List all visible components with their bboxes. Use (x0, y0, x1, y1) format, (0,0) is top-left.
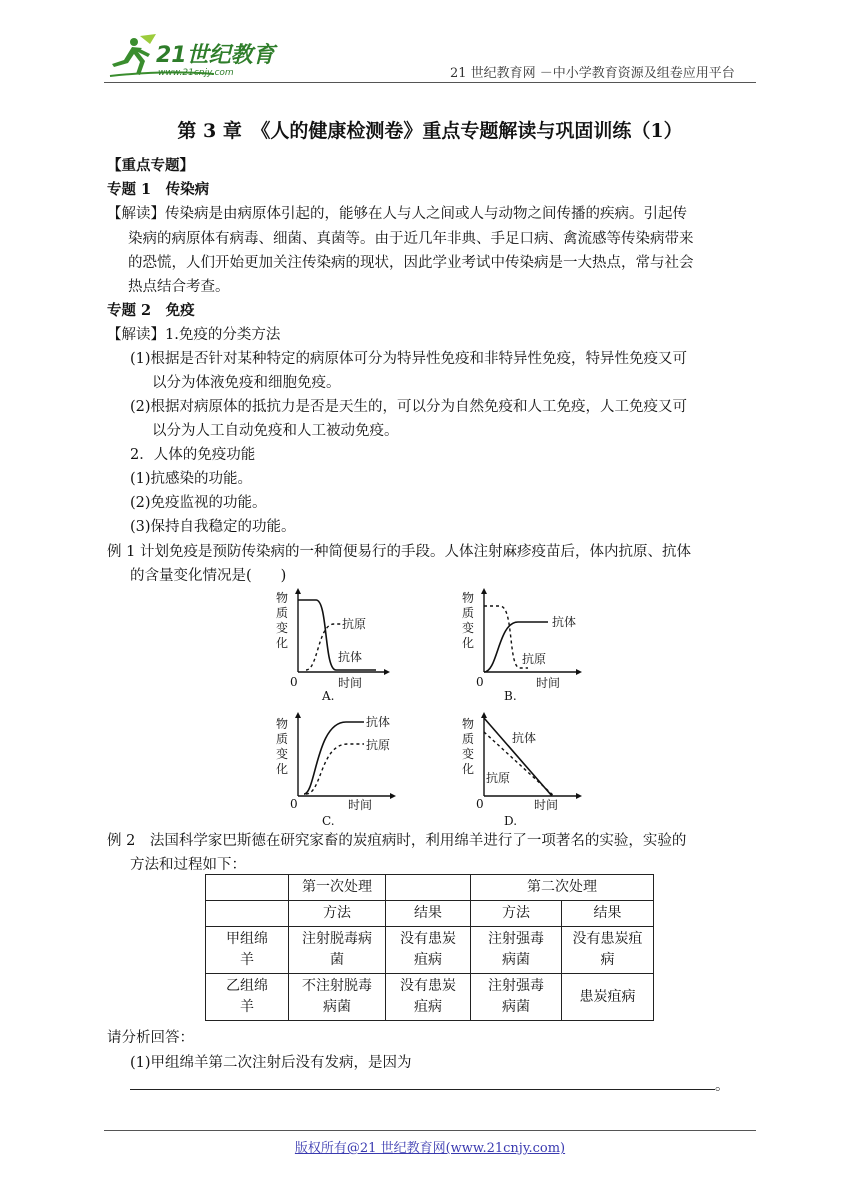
topic2-line: (3)保持自我稳定的功能。 (130, 519, 296, 535)
graph-c (276, 708, 406, 830)
graph-d (462, 708, 592, 830)
svg-text:A.: A. (322, 689, 335, 703)
svg-text:物: 物 (276, 717, 289, 731)
topic2-line: 以分为体液免疫和细胞免疫。 (152, 375, 341, 391)
svg-text:物: 物 (462, 591, 475, 605)
table-header: 方法 (471, 901, 562, 927)
section-label: 【重点专题】 (107, 157, 194, 174)
table-row: 乙组绵 羊 不注射脱毒 病菌 没有患炭 疽病 注射强毒 病菌 患炭疽病 (206, 974, 654, 1021)
topic1-line: 的恐慌，人们开始更加关注传染病的现状，因此学业考试中传染病是一大热点，常与社会 (128, 255, 694, 271)
table-header: 结果 (562, 901, 654, 927)
footer-divider (104, 1130, 756, 1131)
svg-text:化: 化 (462, 762, 475, 776)
svg-text:质: 质 (276, 732, 289, 746)
topic2-line: (2)免疫监视的功能。 (130, 495, 267, 511)
topic2-line: (1)根据是否针对某种特定的病原体可分为特异性免疫和非特异性免疫，特异性免疫又可 (130, 351, 688, 367)
page-title: 第 3 章 《人的健康检测卷》重点专题解读与巩固训练（1） (177, 120, 683, 142)
svg-text:B.: B. (504, 689, 517, 703)
svg-text:物: 物 (276, 591, 289, 605)
svg-text:抗原: 抗原 (366, 738, 391, 752)
graph-a (276, 586, 396, 706)
header-divider (104, 82, 756, 83)
topic1-line: 染病的病原体有病毒、细菌、真菌等。由于近几年非典、手足口病、禽流感等传染病带来 (128, 231, 694, 247)
copyright-link[interactable]: 版权所有@21 世纪教育网(www.21cnjy.com) (294, 1141, 566, 1156)
example1-line: 的含量变化情况是( ) (130, 568, 287, 584)
svg-text:21世纪教育: 21世纪教育 (156, 43, 275, 68)
topic1-line: 热点结合考查。 (128, 279, 230, 295)
svg-text:D.: D. (504, 814, 518, 828)
svg-text:0: 0 (476, 797, 484, 811)
example1-line: 例 1 计划免疫是预防传染病的一种简便易行的手段。人体注射麻疹疫苗后，体内抗原、抗体 (107, 544, 691, 560)
svg-text:质: 质 (462, 732, 475, 746)
svg-text:抗原: 抗原 (486, 771, 511, 785)
topic2-line: (1)抗感染的功能。 (130, 471, 253, 487)
topic2-line: 【解读】1.免疫的分类方法 (107, 327, 281, 343)
topic1-line: 【解读】传染病是由病原体引起的，能够在人与人之间或人与动物之间传播的疾病。引起传 (107, 206, 687, 222)
svg-text:时间: 时间 (338, 676, 363, 690)
svg-text:变: 变 (462, 621, 475, 635)
svg-text:化: 化 (276, 762, 289, 776)
example2-line: 例 2 法国科学家巴斯德在研究家畜的炭疽病时，利用绵羊进行了一项著名的实验，实验的 (107, 833, 687, 849)
svg-text:化: 化 (276, 636, 289, 650)
topic2-line: 以分为人工自动免疫和人工被动免疫。 (152, 423, 399, 439)
svg-text:0: 0 (476, 675, 484, 689)
svg-text:变: 变 (462, 747, 475, 761)
table-cell (206, 875, 289, 901)
answer-blank[interactable]: 。 (130, 1074, 730, 1098)
svg-text:0: 0 (290, 797, 298, 811)
svg-text:www.21cnjy.com: www.21cnjy.com (158, 68, 234, 78)
svg-text:抗体: 抗体 (338, 650, 363, 664)
site-logo (104, 30, 284, 82)
svg-text:C.: C. (322, 814, 335, 828)
table-cell (206, 901, 289, 927)
table-header: 结果 (386, 901, 471, 927)
svg-text:时间: 时间 (534, 798, 559, 812)
svg-text:抗原: 抗原 (342, 617, 367, 631)
topic2-heading: 专题 2 免疫 (107, 302, 195, 319)
question-1: (1)甲组绵羊第二次注射后没有发病，是因为 (130, 1055, 412, 1071)
svg-text:抗体: 抗体 (512, 731, 537, 745)
topic2-line: 2．人体的免疫功能 (130, 447, 256, 463)
experiment-table (205, 874, 654, 1021)
svg-text:化: 化 (462, 636, 475, 650)
topic1-heading: 专题 1 传染病 (107, 181, 210, 198)
table-header: 第一次处理 (289, 875, 386, 901)
graph-b (462, 586, 592, 706)
topic2-line: (2)根据对病原体的抵抗力是否是天生的，可以分为自然免疫和人工免疫，人工免疫又可 (130, 399, 688, 415)
svg-text:时间: 时间 (536, 676, 561, 690)
svg-text:变: 变 (276, 621, 289, 635)
svg-text:0: 0 (290, 675, 298, 689)
table-header: 第二次处理 (471, 875, 654, 901)
table-row: 甲组绵 羊 注射脱毒病 菌 没有患炭 疽病 注射强毒 病菌 没有患炭疽 病 (206, 927, 654, 974)
table-cell (386, 875, 471, 901)
svg-text:抗原: 抗原 (522, 652, 547, 666)
svg-text:质: 质 (462, 606, 475, 620)
svg-text:质: 质 (276, 606, 289, 620)
header-tagline: 21 世纪教育网 －中小学教育资源及组卷应用平台 (450, 66, 735, 81)
analysis-prompt: 请分析回答： (107, 1030, 194, 1046)
example2-line: 方法和过程如下： (130, 857, 246, 873)
svg-text:物: 物 (462, 717, 475, 731)
svg-text:变: 变 (276, 747, 289, 761)
table-header: 方法 (289, 901, 386, 927)
svg-text:抗体: 抗体 (552, 615, 577, 629)
svg-text:时间: 时间 (348, 798, 373, 812)
svg-text:抗体: 抗体 (366, 715, 391, 729)
